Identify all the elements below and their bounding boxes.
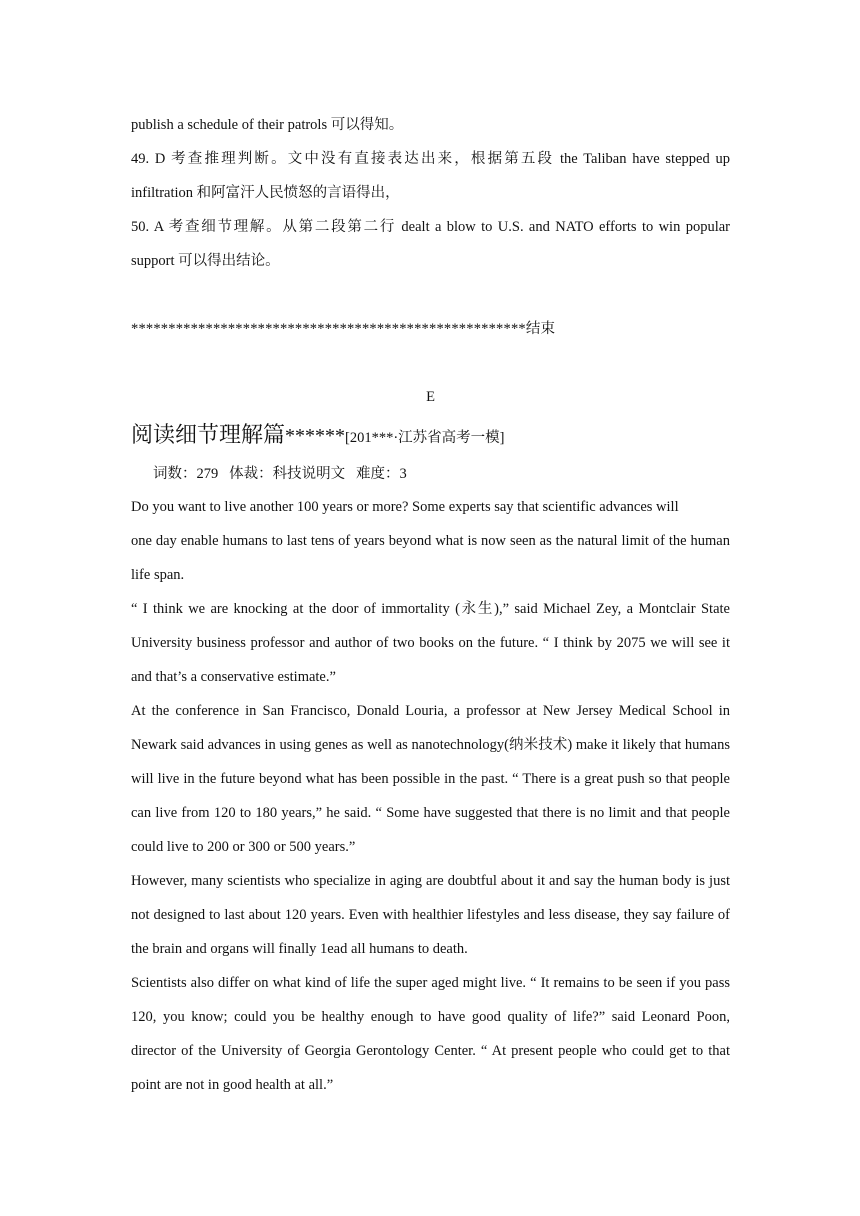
difficulty-stars: ****** [285, 425, 346, 447]
passage-paragraph-4: However, many scientists who specialize in aging are doubtful about it and say the human body is just not designed to last about 120 years. Even with healthier lifestyles and less disease, they say failure of the brain and organs will finally 1ead all humans to death. [131, 873, 730, 957]
answer-50 [131, 210, 730, 278]
passage-paragraph-1 [131, 490, 730, 592]
section-letter: E [426, 389, 435, 405]
answer-50-line1: 50. A 考查细节理解。从第二段第二行 dealt a blow to U.S. and NATO efforts to win popular [131, 219, 730, 235]
spacer [131, 278, 730, 312]
paragraph-1-rest: one day enable humans to last tens of years beyond what is now seen as the natural limit of the human life span. [131, 533, 730, 583]
answer-49-line1: 49. D 考查推理判断。文中没有直接表达出来，根据第五段 the Taliban have stepped up [131, 151, 730, 167]
document-content [131, 108, 730, 1102]
answer-50-line2: support 可以得出结论。 [131, 253, 280, 269]
paragraph-1-line1: Do you want to live another 100 years or more? Some experts say that scientific advances will [131, 499, 679, 515]
answer-line-continuation: publish a schedule of their patrols 可以得知。 [131, 117, 404, 133]
passage-paragraph-5: Scientists also differ on what kind of life the super aged might live. “ It remains to be seen if you pass 120, you know; could you be healthy enough to have good quality of life?” said Leonard Poon, director of the University of Georgia Gerontology Center. “ At present people who could get to that point are not in good health at all.” [131, 975, 730, 1093]
end-marker: *****************************************************结束 [131, 321, 556, 337]
answer-49-line2: infiltration 和阿富汗人民愤怒的言语得出， [131, 185, 400, 201]
source-label: [201***·江苏省高考一模] [345, 430, 505, 446]
passage-meta: 词数：279 体裁：科技说明文 难度：3 [153, 466, 407, 482]
passage-paragraph-2: “ I think we are knocking at the door of immortality (永生),” said Michael Zey, a Montclair State University business professor and author of two books on the future. “ I think by 2075 we will see it and that’s a conservative estimate.” [131, 601, 730, 685]
answer-49 [131, 142, 730, 210]
section-heading [131, 416, 730, 458]
section-title: 阅读细节理解篇 [131, 423, 286, 448]
passage-paragraph-3: At the conference in San Francisco, Donald Louria, a professor at New Jersey Medical School in Newark said advances in using genes as well as nanotechnology(纳米技术) make it likely that humans will live in the future beyond what has been possible in the past. “ There is a great push so that people can live from 120 to 180 years,” he said. “ Some have suggested that there is no limit and that people could live to 200 or 300 or 500 years.” [131, 703, 730, 855]
spacer [131, 346, 730, 380]
